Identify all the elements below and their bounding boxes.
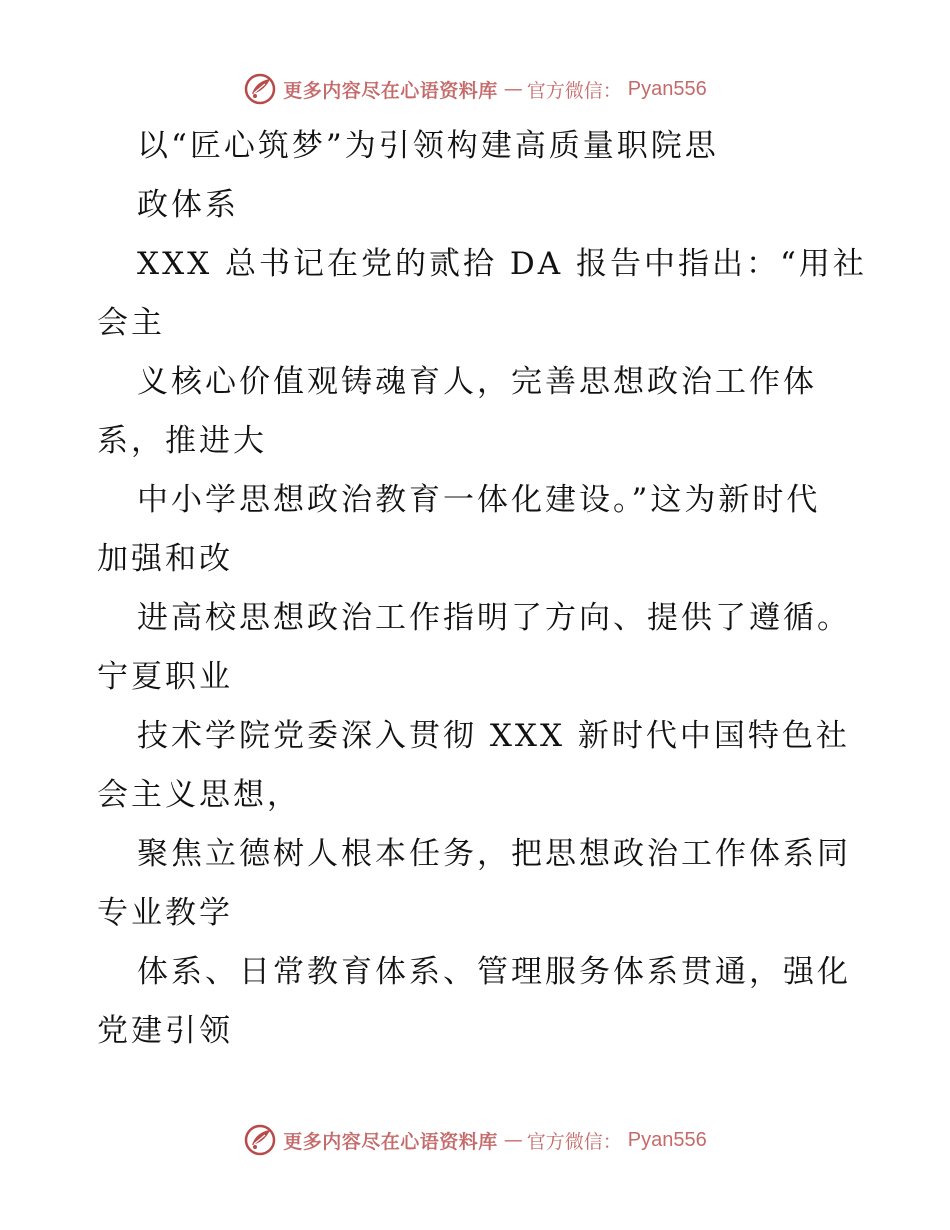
doc-line-11: 技术学院党委深入贯彻 XXX 新时代中国特色社 bbox=[137, 718, 850, 754]
doc-title-line-1: 以“匠心筑梦”为引领构建高质量职院思 bbox=[137, 128, 719, 164]
doc-title-line-2: 政体系 bbox=[137, 187, 239, 223]
footer-watermark bbox=[0, 1123, 950, 1157]
doc-line-3: XXX 总书记在党的贰拾 DA 报告中指出：“用社 bbox=[137, 246, 867, 282]
doc-line-14: 专业教学 bbox=[97, 895, 233, 931]
watermark-dash: — bbox=[503, 78, 521, 100]
leaf-seal-icon bbox=[243, 1123, 277, 1157]
watermark-official-label: 官方微信： bbox=[526, 1130, 622, 1153]
watermark-brand-text: 更多内容尽在心语资料库 bbox=[283, 79, 498, 102]
header-watermark bbox=[0, 72, 950, 106]
doc-line-10: 宁夏职业 bbox=[97, 659, 233, 695]
doc-line-7: 中小学思想政治教育一体化建设。”这为新时代 bbox=[137, 482, 821, 518]
watermark-wechat-id: Pyan556 bbox=[627, 1128, 707, 1151]
watermark-official-label: 官方微信： bbox=[526, 79, 622, 102]
doc-line-8: 加强和改 bbox=[97, 541, 233, 577]
doc-line-6: 系，推进大 bbox=[97, 423, 267, 459]
doc-line-15: 体系、日常教育体系、管理服务体系贯通，强化 bbox=[137, 954, 851, 990]
doc-line-12: 会主义思想， bbox=[97, 777, 301, 813]
doc-line-9: 进高校思想政治工作指明了方向、提供了遵循。 bbox=[137, 600, 851, 636]
leaf-seal-icon bbox=[243, 72, 277, 106]
doc-line-5: 义核心价值观铸魂育人，完善思想政治工作体 bbox=[137, 364, 817, 400]
doc-line-13: 聚焦立德树人根本任务，把思想政治工作体系同 bbox=[137, 836, 851, 872]
watermark-dash: — bbox=[503, 1129, 521, 1151]
doc-line-4: 会主 bbox=[97, 305, 165, 341]
watermark-brand-text: 更多内容尽在心语资料库 bbox=[283, 1130, 498, 1153]
watermark-wechat-id: Pyan556 bbox=[627, 77, 707, 100]
doc-line-16: 党建引领 bbox=[97, 1013, 233, 1049]
